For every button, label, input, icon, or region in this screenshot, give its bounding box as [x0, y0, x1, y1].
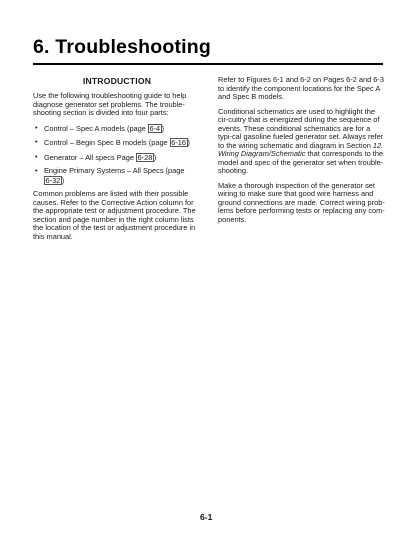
page-reference-link[interactable]: 6-16 — [171, 138, 187, 147]
list-item — [33, 167, 201, 185]
intro-paragraph: Use the following troubleshooting guide to help diagnose generator set problems. The trouble-shooting section is divided into four parts: — [33, 91, 187, 117]
list-item — [33, 138, 201, 148]
bullet-marker: • — [35, 137, 38, 146]
list-item-text: Control – Begin Spec B models (page — [44, 138, 170, 147]
section-heading: INTRODUCTION — [82, 76, 152, 86]
page-reference-link[interactable]: 6-4 — [149, 123, 161, 133]
left-column — [33, 76, 201, 247]
schematics-text-start: Conditional schematics are used to highlight the cir-cuitry that is energized during the sequence of events. These conditional schematics are for a typi-cal gasoline fueled generator set. Always refer to the wiring schematic and diagram in Section — [218, 106, 384, 150]
section-reference: 12. Wiring Diagram/Schematic — [218, 140, 384, 158]
bullet-marker: • — [35, 166, 38, 175]
bullet-marker: • — [35, 151, 38, 161]
list-item — [33, 153, 201, 163]
list-item-tail: ) — [153, 152, 157, 162]
bullet-marker: • — [35, 122, 38, 132]
list-item-tail: ) — [161, 123, 165, 133]
page-reference-link[interactable]: 6-32 — [45, 175, 61, 185]
list-item-text: Generator – All specs Page — [44, 152, 137, 162]
page-reference-link[interactable]: 6-28 — [137, 152, 153, 162]
closing-paragraph: Common problems are listed with their possible causes. Refer to the Corrective Action column for the appropriate test or adjustment procedure. The section and page number in the right column lists the location of the test or adjustment procedure in this manual. — [33, 189, 196, 241]
page-number: 6-1 — [200, 512, 213, 522]
list-item-text: Engine Primary Systems – All Specs (page — [44, 166, 185, 175]
right-column — [218, 76, 386, 230]
schematics-text-end: that corresponds to the model and spec of the generator set when trouble-shooting. — [218, 149, 384, 175]
chapter-title: 6. Troubleshooting — [33, 36, 212, 58]
list-item — [33, 124, 201, 134]
title-rule — [33, 63, 383, 65]
list-item-tail: ) — [187, 138, 190, 147]
schematics-paragraph — [218, 108, 386, 176]
inspection-paragraph: Make a thorough inspection of the generator set wiring to make sure that good wire harness and ground connections are made. Correct wiring prob-lems before performing tests or replacing any com-ponents. — [218, 180, 385, 224]
troubleshooting-parts-list — [33, 124, 201, 186]
figures-paragraph: Refer to Figures 6-1 and 6-2 on Pages 6-2 and 6-3 to identify the component locations for the Spec A and Spec B models. — [218, 75, 384, 101]
list-item-tail: ) — [61, 175, 65, 185]
list-item-text: Control – Spec A models (page — [44, 123, 148, 133]
